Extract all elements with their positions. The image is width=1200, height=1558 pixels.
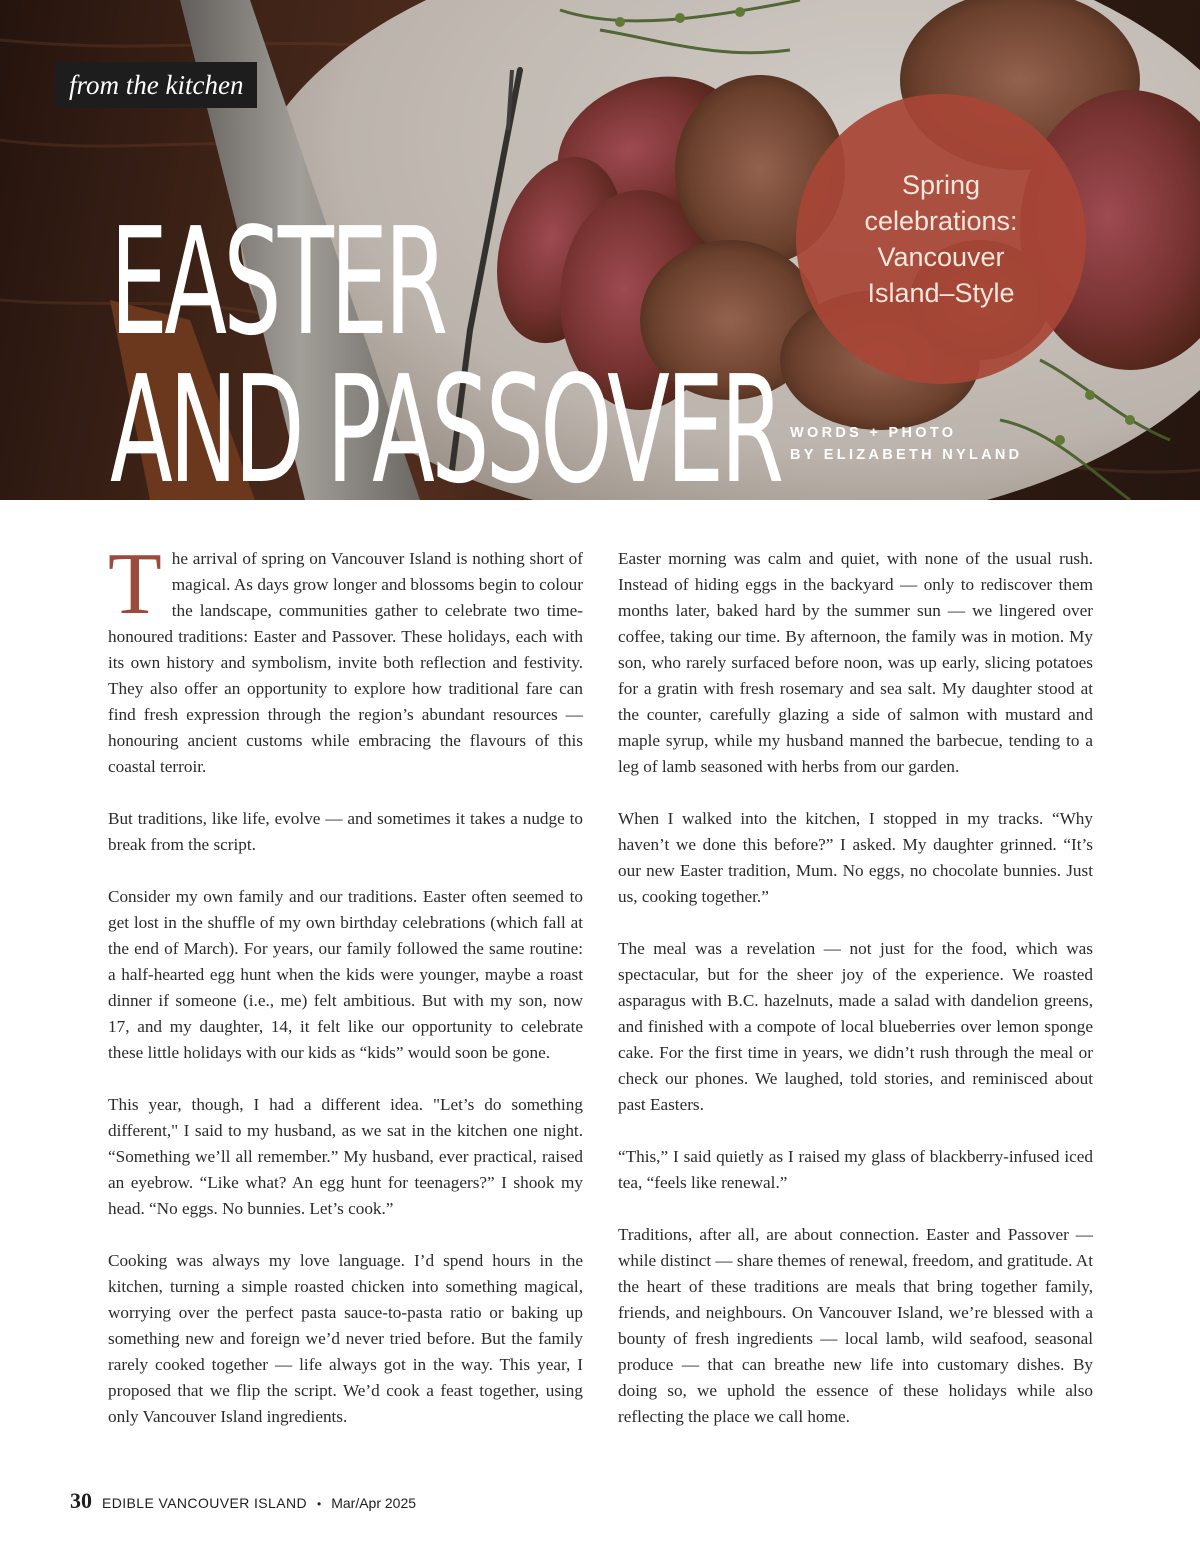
article-column-left	[108, 536, 583, 1456]
paragraph	[108, 536, 583, 780]
byline	[790, 422, 1022, 466]
paragraph: “This,” I said quietly as I raised my glass of blackberry-infused iced tea, “feels like renewal.”	[618, 1147, 1093, 1192]
paragraph-text: he arrival of spring on Vancouver Island is nothing short of magical. As days grow longer and blossoms begin to colour the landscape, communities gather to celebrate two time-honoured traditions: Easter and Passover. These holidays, each with its own history and symbolism, invite both reflection and festivity. They also offer an opportunity to explore how traditional fare can find fresh expression through the region’s abundant resources — honouring ancient customs while embracing the flavours of this coastal terroir.	[108, 549, 583, 776]
paragraph: This year, though, I had a different idea. "Let’s do something different," I said to my husband, as we sat in the kitchen one night. “Something we’ll all remember.” My husband, ever practical, raised an eyebrow. “Like what? An egg hunt for teenagers?” I shook my head. “No eggs. No bunnies. Let’s cook.”	[108, 1095, 583, 1218]
subtitle-badge	[796, 94, 1086, 384]
badge-text: Spring celebrations: Vancouver Island–Style	[864, 170, 1018, 308]
drop-cap: T	[108, 536, 162, 633]
article-headline	[110, 196, 781, 500]
paragraph: Traditions, after all, are about connection. Easter and Passover — while distinct — share themes of renewal, freedom, and gratitude. At the heart of these traditions are meals that bring together family, friends, and neighbours. On Vancouver Island, we’re blessed with a bounty of fresh ingredients — local lamb, wild seafood, seasonal produce — that can breathe new life into customary dishes. By doing so, we uphold the essence of these holidays while also reflecting the place we call home.	[618, 1225, 1093, 1426]
issue-date: Mar/Apr 2025	[331, 1495, 417, 1511]
paragraph: But traditions, like life, evolve — and sometimes it takes a nudge to break from the script.	[108, 809, 583, 854]
section-kicker: from the kitchen	[55, 62, 257, 108]
paragraph: When I walked into the kitchen, I stopped in my tracks. “Why haven’t we done this before?” I asked. My daughter grinned. “It’s our new Easter tradition, Mum. No eggs, no chocolate bunnies. Just us, cooking together.”	[618, 809, 1093, 906]
page-footer	[70, 1488, 416, 1514]
paragraph: The meal was a revelation — not just for the food, which was spectacular, but for the sheer joy of the experience. We roasted asparagus with B.C. hazelnuts, made a salad with dandelion greens, and finished with a compote of local blueberries over lemon sponge cake. For the first time in years, we didn’t rush through the meal or check our phones. We laughed, told stories, and reminisced about past Easters.	[618, 939, 1093, 1114]
paragraph: Cooking was always my love language. I’d spend hours in the kitchen, turning a simple roasted chicken into something magical, worrying over the perfect pasta sauce-to-pasta ratio or baking up something new and foreign we’d never tried before. But the family rarely cooked together — life always got in the way. This year, I proposed that we flip the script. We’d cook a feast together, using only Vancouver Island ingredients.	[108, 1251, 583, 1426]
headline-line-1: EASTER	[110, 196, 445, 368]
paragraph: Consider my own family and our traditions. Easter often seemed to get lost in the shuffle of my own birthday celebrations (which fall at the end of March). For years, our family followed the same routine: a half-hearted egg hunt when the kids were younger, maybe a roast dinner if someone (i.e., me) felt ambitious. But with my son, now 17, and my daughter, 14, it felt like our opportunity to celebrate these little holidays with our kids as “kids” would soon be gone.	[108, 887, 583, 1062]
paragraph: Easter morning was calm and quiet, with none of the usual rush. Instead of hiding eggs in the backyard — only to rediscover them months later, baked hard by the summer sun — we lingered over coffee, taking our time. By afternoon, the family was in motion. My son, who rarely surfaced before noon, was up early, slicing potatoes for a gratin with fresh rosemary and sea salt. My daughter stood at the counter, carefully glazing a side of salmon with mustard and maple syrup, while my husband manned the barbecue, tending to a leg of lamb seasoned with herbs from our garden.	[618, 549, 1093, 776]
magazine-name: EDIBLE VANCOUVER ISLAND	[102, 1495, 307, 1511]
footer-separator: •	[317, 1497, 322, 1511]
byline-line-1: WORDS + PHOTO	[790, 425, 957, 441]
headline-line-2: AND PASSOVER	[110, 344, 781, 500]
page-number: 30	[70, 1488, 92, 1513]
byline-line-2: BY ELIZABETH NYLAND	[790, 447, 1023, 463]
article-column-right	[618, 546, 1093, 1456]
hero-photo	[0, 0, 1200, 500]
